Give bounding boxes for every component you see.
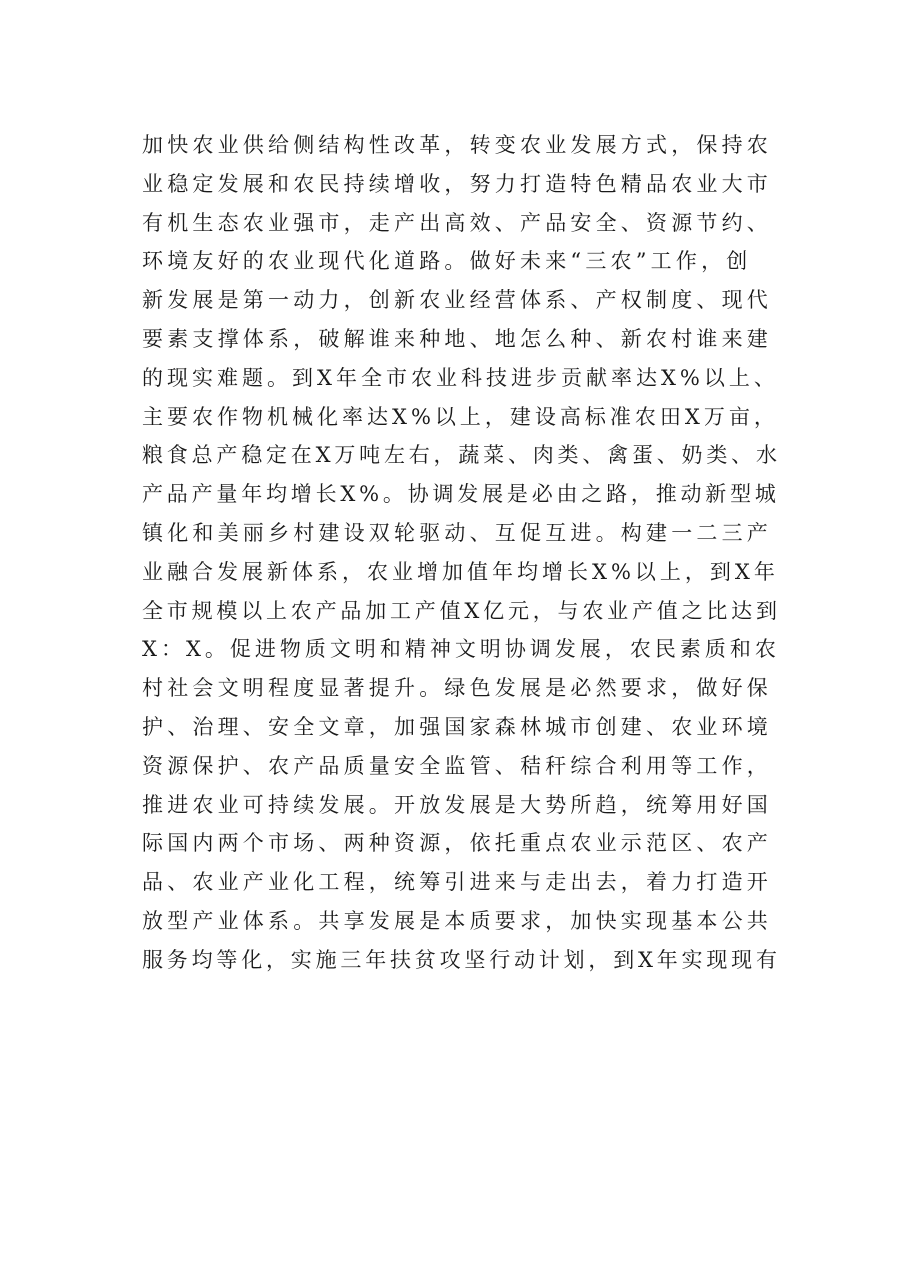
text-line-17: 资源保护、农产品质量安全监管、秸秆综合利用等工作， — [142, 753, 772, 778]
text-line-18: 推进农业可持续发展。开放发展是大势所趋，统筹用好国 — [142, 792, 772, 817]
body-paragraph — [142, 126, 782, 980]
text-line-14: X：X。促进物质文明和精神文明协调发展，农民素质和农 — [142, 637, 780, 662]
text-line-16: 护、治理、安全文章，加强国家森林城市创建、农业环境 — [142, 714, 772, 739]
text-line-15: 村社会文明程度显著提升。绿色发展是必然要求，做好保 — [142, 676, 772, 701]
text-line-12: 业融合发展新体系，农业增加值年均增长X%以上，到X年 — [142, 559, 779, 584]
text-line-5: 新发展是第一动力，创新农业经营体系、产权制度、现代 — [142, 288, 772, 313]
text-line-10: 产品产量年均增长X%。协调发展是必由之路，推动新型城 — [142, 482, 780, 507]
text-line-1: 加快农业供给侧结构性改革，转变农业发展方式，保持农 — [142, 133, 772, 157]
text-line-13: 全市规模以上农产品加工产值X亿元，与农业产值之比达到 — [142, 598, 781, 623]
text-line-6: 要素支撑体系，破解谁来种地、地怎么种、新农村谁来建 — [142, 326, 772, 351]
text-line-4: 环境友好的农业现代化道路。做好未来“三农”工作，创 — [142, 249, 752, 274]
text-line-22: 服务均等化，实施三年扶贫攻坚行动计划，到X年实现现有 — [142, 947, 781, 972]
text-line-19: 际国内两个市场、两种资源，依托重点农业示范区、农产 — [142, 831, 772, 856]
text-line-7: 的现实难题。到X年全市农业科技进步贡献率达X%以上、 — [142, 365, 779, 390]
text-line-2: 业稳定发展和农民持续增收，努力打造特色精品农业大市 — [142, 171, 772, 196]
text-line-9: 粮食总产稳定在X万吨左右，蔬菜、肉类、禽蛋、奶类、水 — [142, 443, 781, 468]
text-line-21: 放型产业体系。共享发展是本质要求，加快实现基本公共 — [142, 908, 772, 933]
text-line-3: 有机生态农业强市，走产出高效、产品安全、资源节约、 — [142, 210, 772, 235]
text-line-8: 主要农作物机械化率达X%以上，建设高标准农田X万亩， — [142, 404, 779, 429]
text-line-20: 品、农业产业化工程，统筹引进来与走出去，着力打造开 — [142, 870, 772, 895]
text-line-11: 镇化和美丽乡村建设双轮驱动、互促互进。构建一二三产 — [142, 520, 772, 545]
